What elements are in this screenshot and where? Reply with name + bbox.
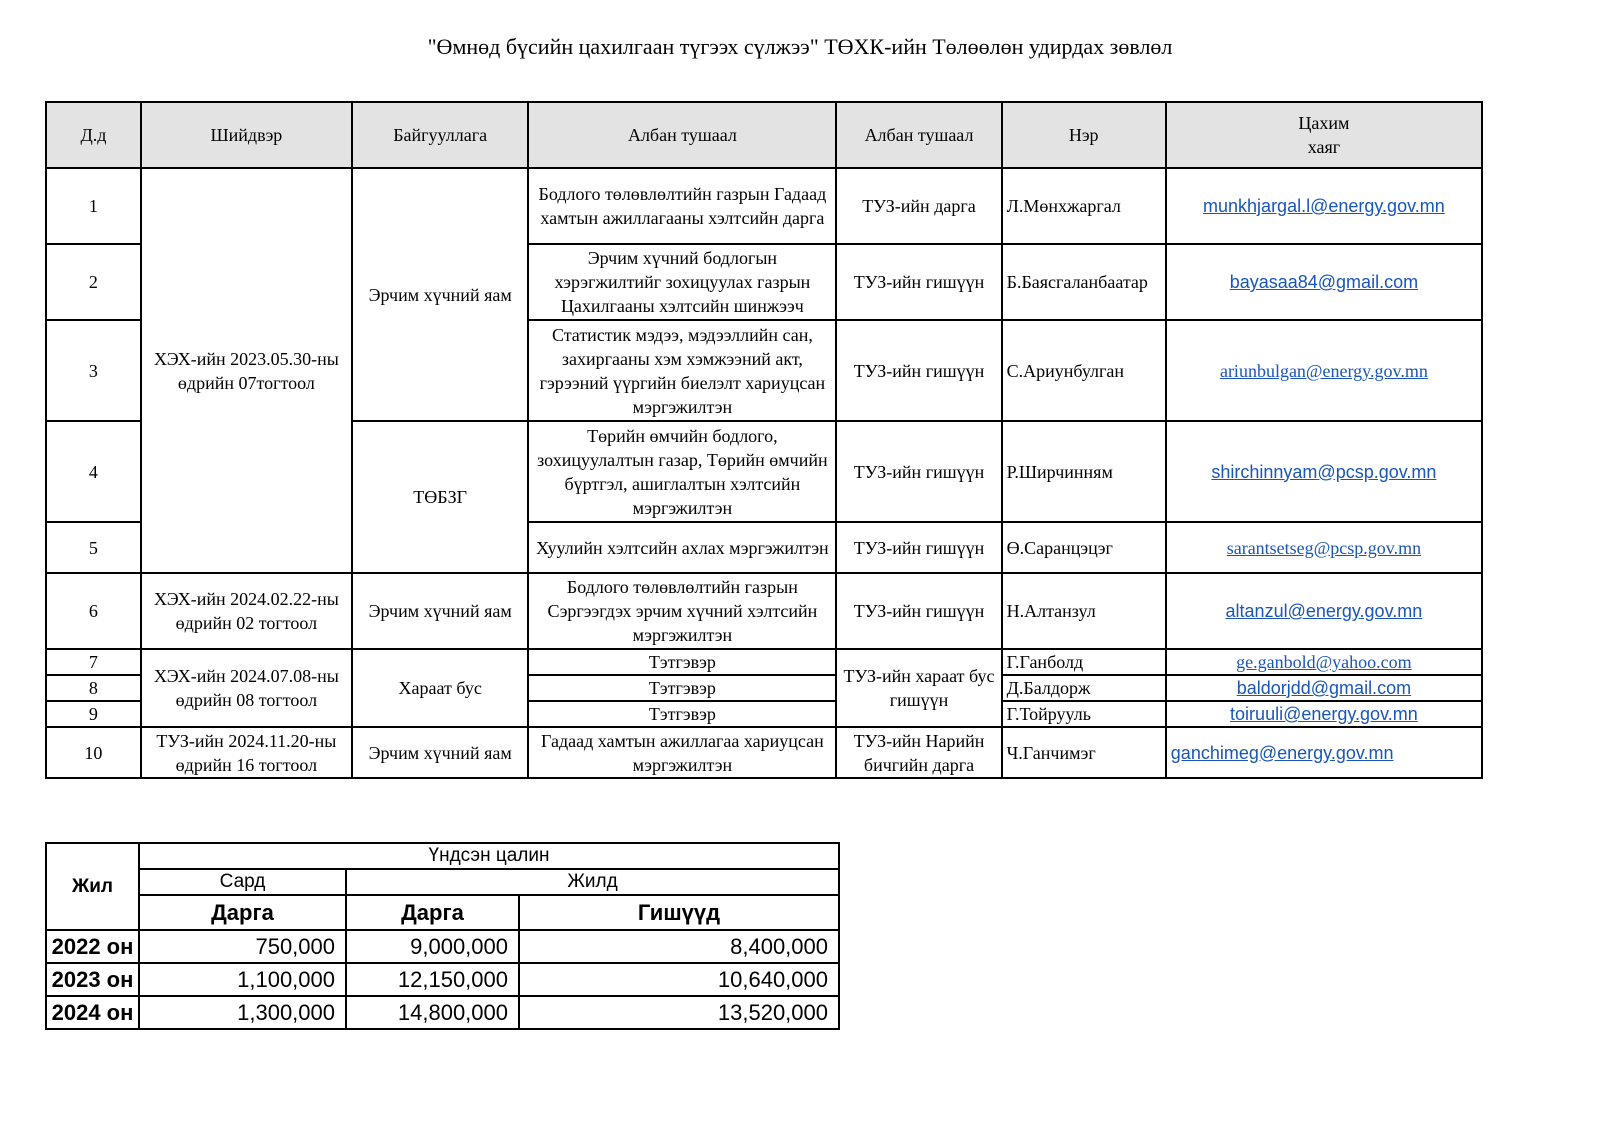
row-number: 3 [46,320,141,421]
position-cell: Бодлого төлөвлөлтийн газрын Сэргээгдэх эрчим хүчний хэлтсийн мэргэжилтэн [528,573,836,649]
name-cell: Г.Тойрууль [1002,701,1166,727]
organization-cell: Хараат бус [352,649,528,727]
header-position: Албан тушаал [528,102,836,168]
email-cell [1166,675,1482,701]
board-role-cell: ТУЗ-ийн дарга [836,168,1001,244]
row-number: 6 [46,573,141,649]
row-number: 9 [46,701,141,727]
salary-header-row [46,843,839,869]
name-cell: С.Ариунбулган [1002,320,1166,421]
salary-row [46,996,839,1029]
salary-year: 2023 он [46,963,139,996]
table-row [46,649,1482,675]
email-link[interactable]: shirchinnyam@pcsp.gov.mn [1211,461,1437,482]
salary-chair-yearly-header: Дарга [346,895,519,930]
organization-cell: Эрчим хүчний яам [352,573,528,649]
email-cell [1166,649,1482,675]
board-role-cell: ТУЗ-ийн гишүүн [836,421,1001,522]
board-role-cell: ТУЗ-ийн гишүүн [836,522,1001,573]
salary-main-header: Үндсэн цалин [139,843,839,869]
salary-yearly-chair: 14,800,000 [346,996,519,1029]
email-cell [1166,522,1482,573]
position-cell: Тэтгэвэр [528,675,836,701]
organization-cell: ТӨБЗГ [352,421,528,573]
salary-table [45,842,840,1030]
table-row [46,573,1482,649]
board-role-cell: ТУЗ-ийн гишүүн [836,320,1001,421]
table-header-row [46,102,1482,168]
board-members-table [45,101,1483,779]
row-number: 2 [46,244,141,320]
salary-monthly-chair: 1,100,000 [139,963,346,996]
salary-header-row [46,895,839,930]
row-number: 8 [46,675,141,701]
salary-year: 2022 он [46,930,139,963]
salary-yearly-member: 10,640,000 [519,963,839,996]
salary-yearly-member: 13,520,000 [519,996,839,1029]
salary-yearly-chair: 12,150,000 [346,963,519,996]
email-cell [1166,727,1482,778]
email-link[interactable]: sarantsetseg@pcsp.gov.mn [1226,537,1422,558]
position-cell: Тэтгэвэр [528,701,836,727]
page-title: "Өмнөд бүсийн цахилгаан түгээх сүлжээ" ТӨХК-ийн Төлөөлөн удирдах зөвлөл [427,34,1173,59]
email-link[interactable]: altanzul@energy.gov.mn [1225,601,1423,621]
decision-cell: ХЭХ-ийн 2024.07.08-ны өдрийн 08 тогтоол [141,649,352,727]
header-organization: Байгууллага [352,102,528,168]
name-cell: Д.Балдорж [1002,675,1166,701]
decision-cell: ХЭХ-ийн 2023.05.30-ны өдрийн 07тогтоол [141,168,352,573]
email-cell [1166,244,1482,320]
position-cell: Бодлого төлөвлөлтийн газрын Гадаад хамтын ажиллагааны хэлтсийн дарга [528,168,836,244]
email-link[interactable]: bayasaa84@gmail.com [1229,272,1419,292]
email-link[interactable]: munkhjargal.l@energy.gov.mn [1203,196,1445,216]
salary-monthly-chair: 1,300,000 [139,996,346,1029]
name-cell: Р.Ширчинням [1002,421,1166,522]
name-cell: Н.Алтанзул [1002,573,1166,649]
email-cell [1166,168,1482,244]
email-link[interactable]: ge.ganbold@yahoo.com [1236,652,1412,672]
board-role-cell: ТУЗ-ийн гишүүн [836,244,1001,320]
row-number: 10 [46,727,141,778]
salary-yearly-member: 8,400,000 [519,930,839,963]
name-cell: Г.Ганболд [1002,649,1166,675]
header-name: Нэр [1002,102,1166,168]
email-cell [1166,701,1482,727]
organization-cell: Эрчим хүчний яам [352,727,528,778]
position-cell: Хуулийн хэлтсийн ахлах мэргэжилтэн [528,522,836,573]
salary-chair-header: Дарга [139,895,346,930]
table-row [46,168,1482,244]
email-link[interactable]: ariunbulgan@energy.gov.mn [1219,360,1428,381]
salary-row [46,963,839,996]
decision-cell: ТУЗ-ийн 2024.11.20-ны өдрийн 16 тогтоол [141,727,352,778]
position-cell: Гадаад хамтын ажиллагаа хариуцсан мэргэжилтэн [528,727,836,778]
salary-header-row [46,869,839,895]
name-cell: Ө.Саранцэцэг [1002,522,1166,573]
salary-row [46,930,839,963]
name-cell: Л.Мөнхжаргал [1002,168,1166,244]
board-role-cell: ТУЗ-ийн Нарийн бичгийн дарга [836,727,1001,778]
name-cell: Б.Баясгаланбаатар [1002,244,1166,320]
position-cell: Төрийн өмчийн бодлого, зохицуулалтын газар, Төрийн өмчийн бүртгэл, ашиглалтын хэлтсийн мэргэжилтэн [528,421,836,522]
name-cell: Ч.Ганчимэг [1002,727,1166,778]
email-cell [1166,320,1482,421]
row-number: 7 [46,649,141,675]
salary-yearly-header: Жилд [346,869,839,895]
salary-monthly-header: Сард [139,869,346,895]
header-email: Цахим хаяг [1166,102,1482,168]
header-no: Д.д [46,102,141,168]
email-cell [1166,573,1482,649]
row-number: 5 [46,522,141,573]
header-decision: Шийдвэр [141,102,352,168]
header-board-role: Албан тушаал [836,102,1001,168]
email-link[interactable]: toiruuli@energy.gov.mn [1230,704,1418,724]
position-cell: Тэтгэвэр [528,649,836,675]
salary-yearly-chair: 9,000,000 [346,930,519,963]
table-row [46,727,1482,778]
position-cell: Статистик мэдээ, мэдээллийн сан, захиргааны хэм хэмжээний акт, гэрээний үүргийн биелэлт хариуцсан мэргэжилтэн [528,320,836,421]
board-role-cell: ТУЗ-ийн гишүүн [836,573,1001,649]
row-number: 4 [46,421,141,522]
decision-cell: ХЭХ-ийн 2024.02.22-ны өдрийн 02 тогтоол [141,573,352,649]
email-link[interactable]: ganchimeg@energy.gov.mn [1170,742,1394,763]
row-number: 1 [46,168,141,244]
position-cell: Эрчим хүчний бодлогын хэрэгжилтийг зохицуулах газрын Цахилгааны хэлтсийн шинжээч [528,244,836,320]
organization-cell: Эрчим хүчний яам [352,168,528,421]
salary-year-header: Жил [46,843,139,930]
salary-monthly-chair: 750,000 [139,930,346,963]
salary-member-header: Гишүүд [519,895,839,930]
salary-year: 2024 он [46,996,139,1029]
board-role-cell: ТУЗ-ийн хараат бус гишүүн [836,649,1001,727]
email-link[interactable]: baldorjdd@gmail.com [1236,678,1412,698]
email-cell [1166,421,1482,522]
